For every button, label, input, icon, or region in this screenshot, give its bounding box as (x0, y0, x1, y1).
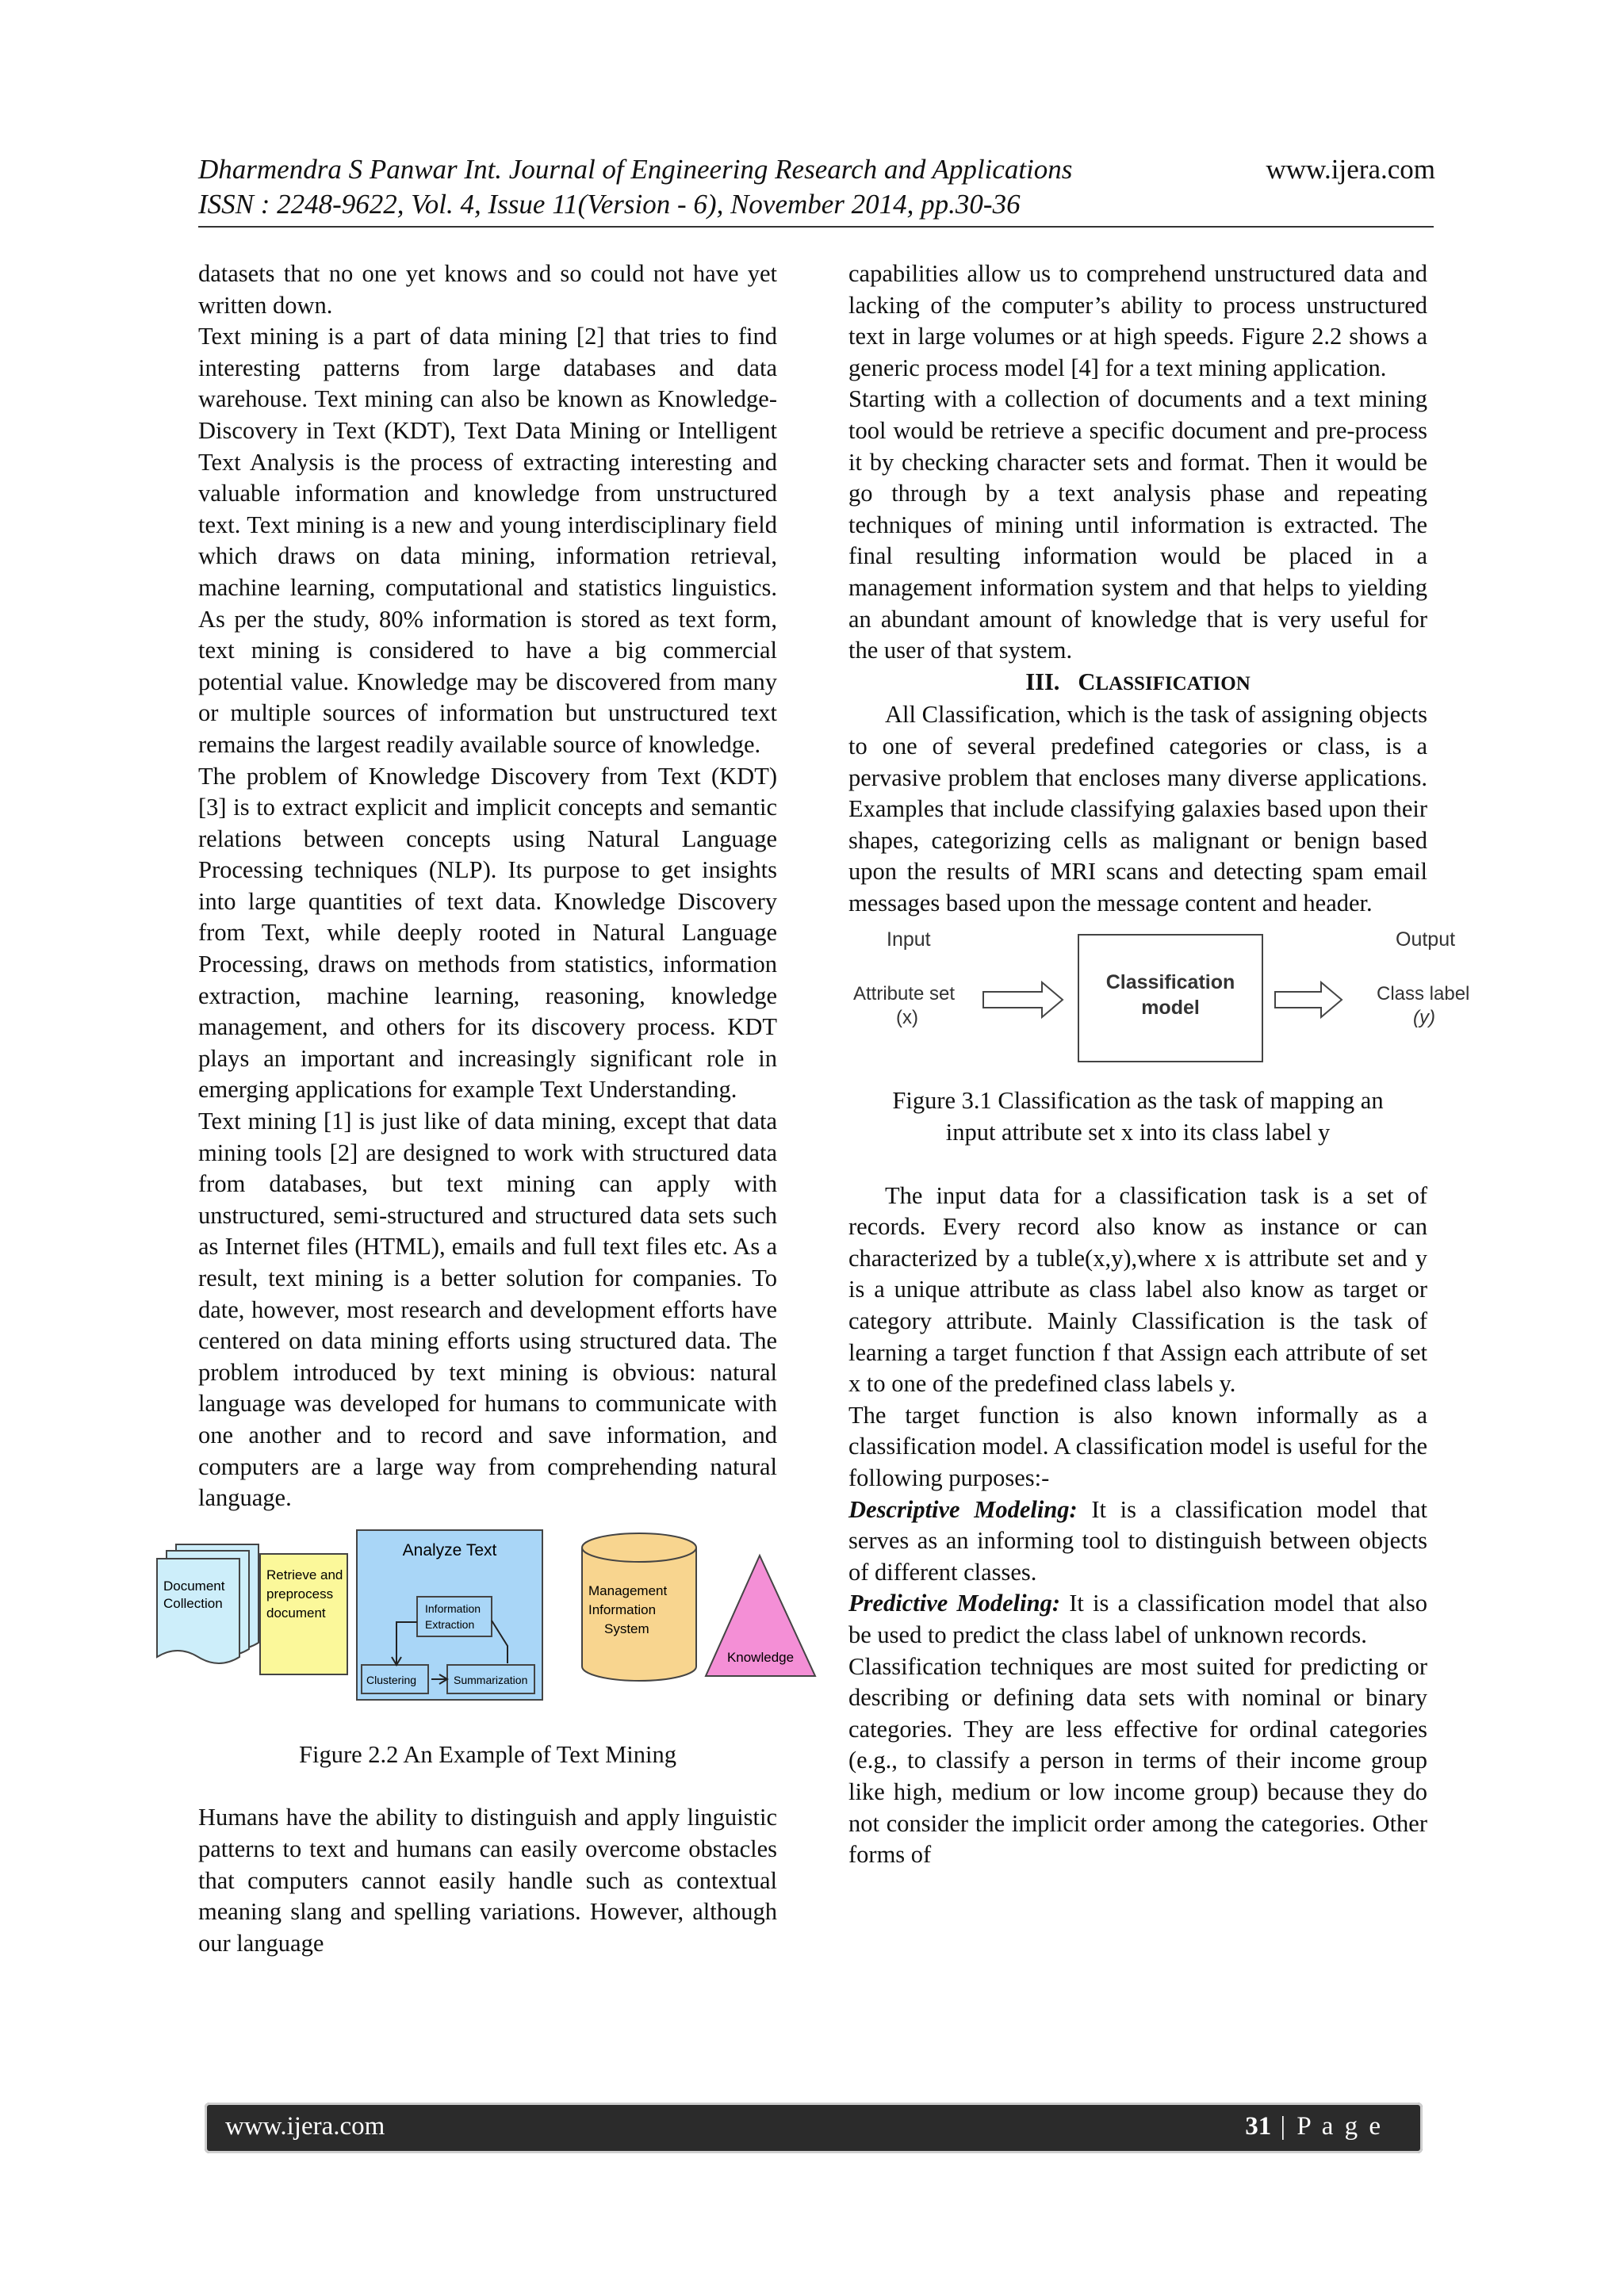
mis-label: System (604, 1621, 649, 1636)
analyze-label: Analyze Text (402, 1540, 497, 1559)
journal-citation: Dharmendra S Panwar Int. Journal of Engineering Research and Applications (198, 154, 1073, 185)
paragraph: Text mining [1] is just like of data mining, except that data mining tools [2] are designed to work with structured data from databases, but text mining can apply with unstructured, semi-structured and structured data sets such as Internet files (HTML), emails and full text files etc. As a result, text mining is a better solution for companies. To date, however, most research and development efforts have centered on data mining efforts using structured data. The problem introduced by text mining is obvious: natural language was developed for humans to communicate with one another and to record and save information, and computers are a large way from comprehending natural language. (198, 1108, 777, 1512)
retrieve-label: preprocess (266, 1586, 334, 1601)
header-rule (198, 226, 1434, 228)
mis-label: Management (588, 1582, 668, 1598)
paragraph (848, 1588, 1427, 1651)
footer-url[interactable]: www.ijera.com (225, 2112, 385, 2141)
paragraph: Classification techniques are most suited for predicting or describing or defining data sets with nominal or binary categories. They are less effective for ordinal categories (e.g., to classify a person in terms of their income group like high, medium or low income group) because they do not consider the implicit order among the categories. Other forms of (848, 1652, 1427, 1869)
extraction-label: Information (425, 1601, 481, 1615)
retrieve-label: document (266, 1605, 326, 1621)
doc-label: Document (163, 1578, 225, 1594)
attribute-x-label: (x) (896, 1007, 918, 1029)
attribute-set-label: Attribute set (853, 983, 956, 1005)
retrieve-box (260, 1554, 347, 1674)
model-label: model (1141, 997, 1200, 1020)
paragraph: Text mining is a part of data mining [2] that tries to find interesting patterns from large databases and data warehouse. Text mining can also be known as Knowledge-Discovery in Text (KDT), Text Data Mining or Intelligent Text Analysis is the process of extracting interesting and valuable information and knowledge from unstructured text. Text mining is a new and young interdisciplinary field which draws on data mining, information retrieval, machine learning, computational and statistics linguistics. As per the study, 80% information is stored as text form, text mining is considered to have a big commercial potential value. Knowledge may be discovered from many or multiple sources of information but unstructured text remains the largest readily available source of knowledge. (198, 323, 777, 758)
input-arrow (983, 982, 1063, 1017)
page-footer (205, 2103, 1423, 2153)
summarization-label: Summarization (454, 1673, 528, 1686)
issn-line: ISSN : 2248-9622, Vol. 4, Issue 11(Version - 6), November 2014, pp.30-36 (198, 189, 1021, 220)
paragraph: Humans have the ability to distinguish and apply linguistic patterns to text and humans can easily overcome obstacles that computers cannot easily handle such as contextual meaning slang and spelling variations. However, although our language (198, 1804, 777, 1957)
paragraph: The problem of Knowledge Discovery from Text (KDT) [3] is to extract explicit and implicit concepts and semantic relations between concepts using Natural Language Processing techniques (NLP). Its purpose to get insights into large quantities of text data. Knowledge Discovery from Text, while deeply rooted in Natural Language Processing, draws on methods from statistics, information extraction, machine learning, reasoning, knowledge management, and others for its discovery process. KDT plays an important and increasingly significant role in emerging applications for example Text Understanding. (198, 762, 777, 1104)
output-arrow (1275, 982, 1342, 1017)
paragraph: All Classification, which is the task of assigning objects to one of several predefined categories or class, is a pervasive problem that encloses many diverse applications. Examples that include classifying galaxies based upon their shapes, categorizing cells as malignant or benign based upon the results of MRI scans and detecting spam email messages based upon the message content and header. (848, 701, 1427, 916)
knowledge-triangle (706, 1556, 815, 1676)
document-collection-shape (157, 1544, 259, 1663)
class-label-label: Class label (1377, 983, 1470, 1005)
model-label: Classification (1105, 971, 1235, 994)
knowledge-label: Knowledge (726, 1649, 795, 1665)
header-url[interactable]: www.ijera.com (1266, 154, 1435, 185)
page-number (1245, 2112, 1383, 2141)
term-label: Predictive Modeling: (848, 1590, 1061, 1617)
running-header (198, 152, 1435, 222)
figure-3-1 (848, 924, 1483, 1071)
input-label: Input (887, 928, 931, 951)
extraction-label: Extraction (425, 1617, 475, 1631)
doc-label: Collection (163, 1595, 223, 1611)
right-column (848, 258, 1470, 1871)
analyze-text-box (357, 1530, 542, 1700)
class-y-label: (y) (1413, 1007, 1435, 1029)
figure-3-1-caption: Figure 3.1 Classification as the task of mapping an (892, 1087, 1384, 1115)
term-label: Descriptive Modeling: (848, 1495, 1078, 1523)
section-title-rest: LASSIFICATION (1095, 672, 1251, 695)
left-column (163, 258, 795, 1959)
section-title-initial: C (1078, 668, 1096, 695)
mis-label: Information (588, 1601, 657, 1617)
figure-2-2 (154, 1527, 820, 1717)
text-mining-process-diagram (154, 1527, 820, 1717)
clustering-label: Clustering (366, 1673, 417, 1686)
paragraph: capabilities allow us to comprehend unstructured data and lacking of the computer’s ability to process unstructured text in large volumes or at high speeds. Figure 2.2 shows a generic process model [4] for a text mining application. (848, 260, 1427, 381)
page-number-value: 31 (1245, 2112, 1272, 2141)
paragraph: Starting with a collection of documents and a text mining tool would be retrieve a specific document and pre-process it by checking character sets and format. Then it would be go through by a text analysis phase and repeating techniques of mining until information is extracted. The final resulting information would be placed in a management information system and that helps to yielding an abundant amount of knowledge that is very useful for the user of that system. (848, 385, 1427, 664)
paragraph (848, 1494, 1427, 1589)
term-text: It is a classification model that serves as an informing tool to distinguish between objects of different classes. (848, 1495, 1427, 1586)
retrieve-label: Retrieve and (266, 1567, 343, 1582)
classification-diagram (848, 924, 1483, 1071)
figure-2-2-caption: Figure 2.2 An Example of Text Mining (299, 1740, 676, 1768)
page-label: | P a g e (1271, 2112, 1383, 2141)
section-heading (848, 667, 1427, 700)
figure-3-1-caption: input attribute set x into its class label y (945, 1119, 1331, 1146)
paragraph: The input data for a classification task is a set of records. Every record also know as instance or can characterized by a tuble(x,y),where x is attribute set and y is a unique attribute as class label also know as target or category attribute. Mainly Classification is the task of learning a target function f that Assign each attribute of set x to one of the predefined class labels y. (848, 1181, 1427, 1398)
section-number: III. (1025, 668, 1060, 695)
term-text: It is a classification model that also be used to predict the class label of unknown records. (848, 1590, 1428, 1648)
mis-cylinder (582, 1533, 696, 1681)
paragraph: The target function is also known informally as a classification model. A classification model is useful for the following purposes:- (848, 1401, 1427, 1491)
paragraph: datasets that no one yet knows and so could not have yet written down. (198, 260, 777, 319)
output-label: Output (1396, 928, 1456, 951)
